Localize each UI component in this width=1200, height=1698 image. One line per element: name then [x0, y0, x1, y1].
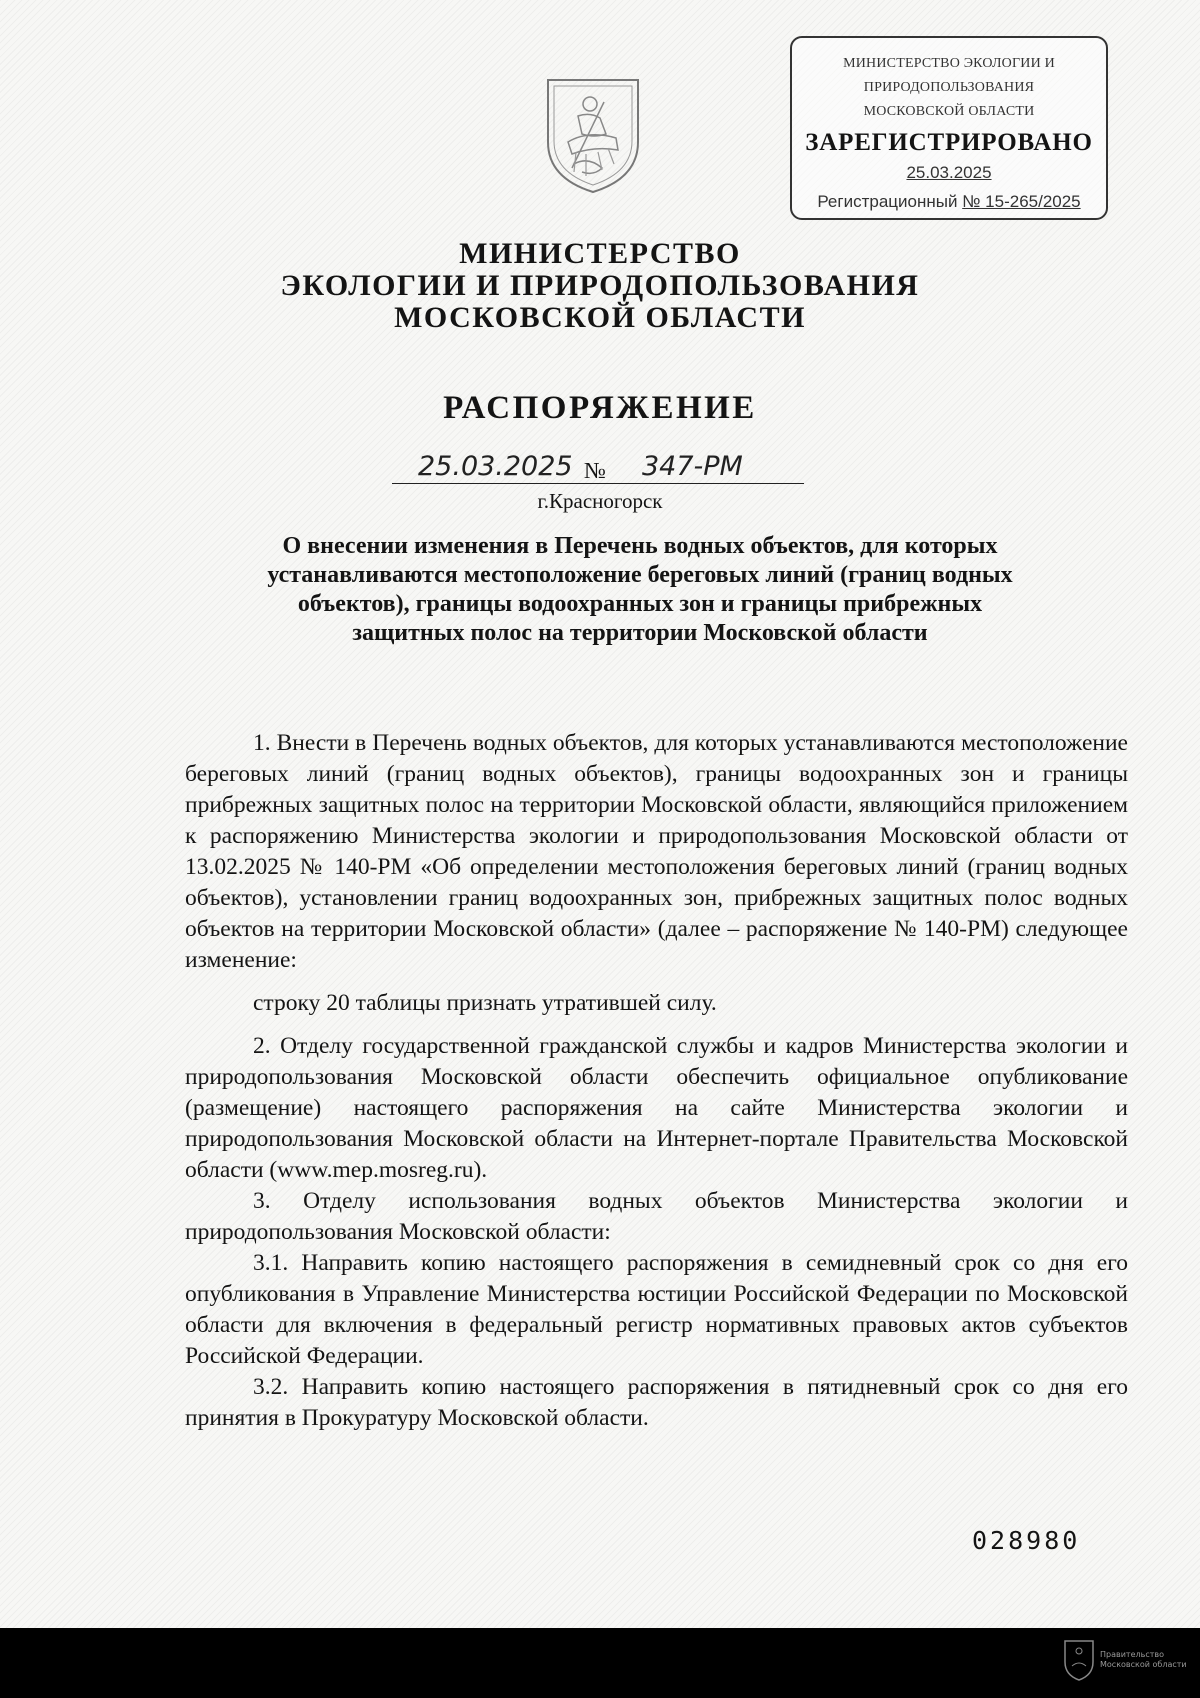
- stamp-reg-value: № 15-265/2025: [962, 192, 1081, 211]
- handwritten-number: 347-РМ: [642, 451, 743, 482]
- footer-line: Правительство: [1100, 1650, 1164, 1659]
- paragraph-2: 2. Отделу государственной гражданской службы и кадров Министерства экологии и природопользования Московской области обеспечить официальное опубликование (размещение) настоящего распоряжения на сайте Министерства экологии и природопользования Московской области на Интернет-портале Правительства Московской области (www.mep.mosreg.ru).: [185, 1033, 1128, 1183]
- ministry-line: МИНИСТЕРСТВО: [459, 237, 741, 270]
- registration-stamp: [790, 36, 1108, 220]
- stamp-status: ЗАРЕГИСТРИРОВАНО: [805, 129, 1093, 156]
- ministry-line: ЭКОЛОГИИ И ПРИРОДОПОЛЬЗОВАНИЯ: [280, 269, 920, 302]
- stamp-org-line: ПРИРОДОПОЛЬЗОВАНИЯ: [863, 80, 1035, 95]
- document-type: РАСПОРЯЖЕНИЕ: [443, 390, 757, 426]
- stamp-date: 25.03.2025: [906, 163, 992, 182]
- footer-bar: [0, 1628, 1200, 1698]
- footer-emblem-icon: [1062, 1638, 1096, 1682]
- requisites-line: [392, 451, 804, 484]
- serial-number: 028980: [972, 1526, 1081, 1555]
- ministry-line: МОСКОВСКОЙ ОБЛАСТИ: [394, 301, 806, 334]
- document-title: [190, 532, 1090, 648]
- ministry-heading: [0, 238, 1200, 334]
- title-line: устанавливаются местоположение береговых линий (границ водных: [267, 562, 1013, 588]
- footer-line: Московской области: [1100, 1660, 1187, 1669]
- paragraph-amendment: строку 20 таблицы признать утратившей силу.: [253, 990, 717, 1016]
- stamp-reg-label: Регистрационный: [817, 192, 958, 211]
- stamp-reg-number: [792, 192, 1106, 212]
- paragraph-3: 3. Отделу использования водных объектов Министерства экологии и природопользования Московской области:: [185, 1188, 1128, 1245]
- city-label: г.Красногорск: [537, 489, 663, 513]
- handwritten-date: 25.03.2025: [418, 451, 573, 482]
- paragraph-3-1: 3.1. Направить копию настоящего распоряжения в семидневный срок со дня его опубликования в Управление Министерства юстиции Российской Федерации по Московской области для включения в федеральный регистр нормативных правовых актов субъектов Российской Федерации.: [185, 1250, 1128, 1369]
- footer-label: [1100, 1650, 1196, 1670]
- coat-of-arms-emblem: [538, 72, 648, 196]
- title-line: О внесении изменения в Перечень водных объектов, для которых: [282, 533, 998, 559]
- paragraph-3-2: 3.2. Направить копию настоящего распоряжения в пятидневный срок со дня его принятия в Прокуратуру Московской области.: [185, 1374, 1128, 1431]
- stamp-org-line: МОСКОВСКОЙ ОБЛАСТИ: [863, 104, 1035, 119]
- title-line: защитных полос на территории Московской области: [352, 620, 928, 646]
- paragraph-1: 1. Внести в Перечень водных объектов, для которых устанавливаются местоположение береговых линий (границ водных объектов), границы водоохранных зон и границы прибрежных защитных полос на территории Московской области, являющийся приложением к распоряжению Министерства экологии и природопользования Московской области от 13.02.2025 № 140-РМ «Об определении местоположения береговых линий (границ водных объектов), установлении границ водоохранных зон, прибрежных защитных полос водных объектов на территории Московской области» (далее – распоряжение № 140-РМ) следующее изменение:: [185, 730, 1128, 973]
- number-sign: №: [584, 458, 606, 483]
- document-body: [185, 728, 1128, 1434]
- stamp-org-line: МИНИСТЕРСТВО ЭКОЛОГИИ И: [843, 56, 1055, 71]
- title-line: объектов), границы водоохранных зон и границы прибрежных: [297, 591, 983, 617]
